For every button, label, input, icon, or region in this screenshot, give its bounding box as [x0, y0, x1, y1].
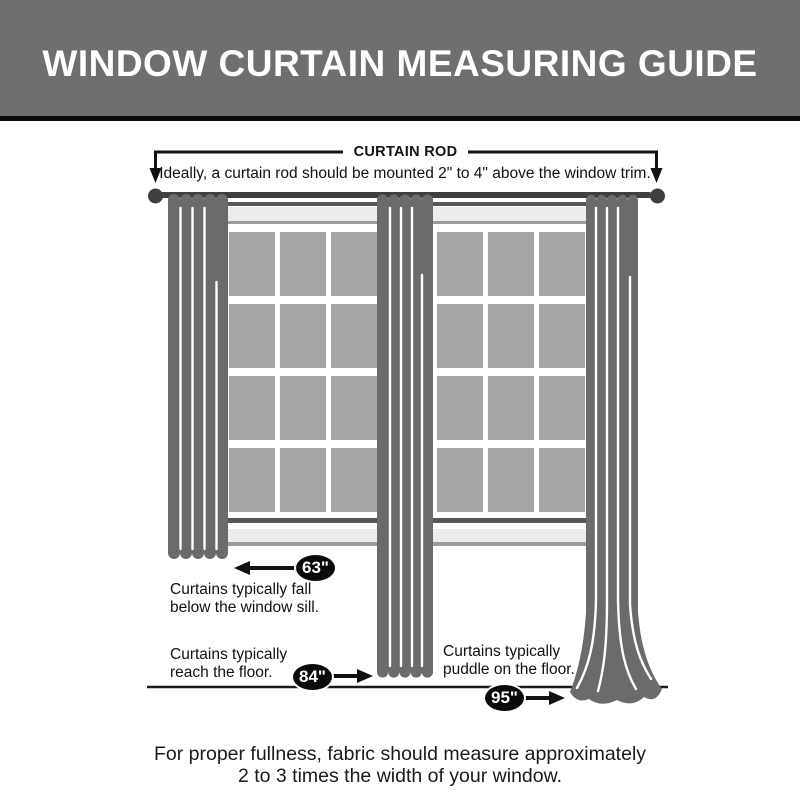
window-right [430, 202, 590, 548]
arrow-84 [333, 669, 373, 683]
note-puddle-floor-line1: Curtains typically [443, 643, 561, 660]
curtain-panel-left [168, 194, 228, 559]
note-reach-floor [170, 646, 287, 682]
arrow-63 [234, 561, 296, 575]
fullness-note-line1: For proper fullness, fabric should measure approximately [153, 743, 647, 765]
window-left [222, 202, 380, 548]
measurement-badge-84: 84" [291, 662, 334, 692]
note-below-sill [170, 581, 319, 617]
rod-finial-left [148, 189, 163, 204]
rod-finial-right [650, 189, 665, 204]
arrow-95 [524, 691, 565, 705]
note-below-sill-line1: Curtains typically fall [170, 581, 312, 598]
rod-callout-description: Ideally, a curtain rod should be mounted 2" to 4" above the window trim. [159, 165, 651, 182]
note-reach-floor-line1: Curtains typically [170, 646, 288, 663]
note-reach-floor-line2: reach the floor. [170, 664, 273, 681]
note-below-sill-line2: below the window sill. [170, 599, 320, 616]
measurement-badge-95: 95" [483, 683, 526, 713]
fullness-note [0, 744, 800, 787]
rod-callout-label: CURTAIN ROD [353, 144, 458, 160]
fullness-note-line2: 2 to 3 times the width of your window. [237, 764, 563, 787]
measurement-badge-63: 63" [294, 553, 337, 583]
page-title: WINDOW CURTAIN MEASURING GUIDE [42, 43, 758, 84]
note-puddle-floor-line2: puddle on the floor. [443, 661, 575, 678]
curtain-panel-middle [377, 194, 433, 677]
note-puddle-floor [443, 643, 575, 679]
